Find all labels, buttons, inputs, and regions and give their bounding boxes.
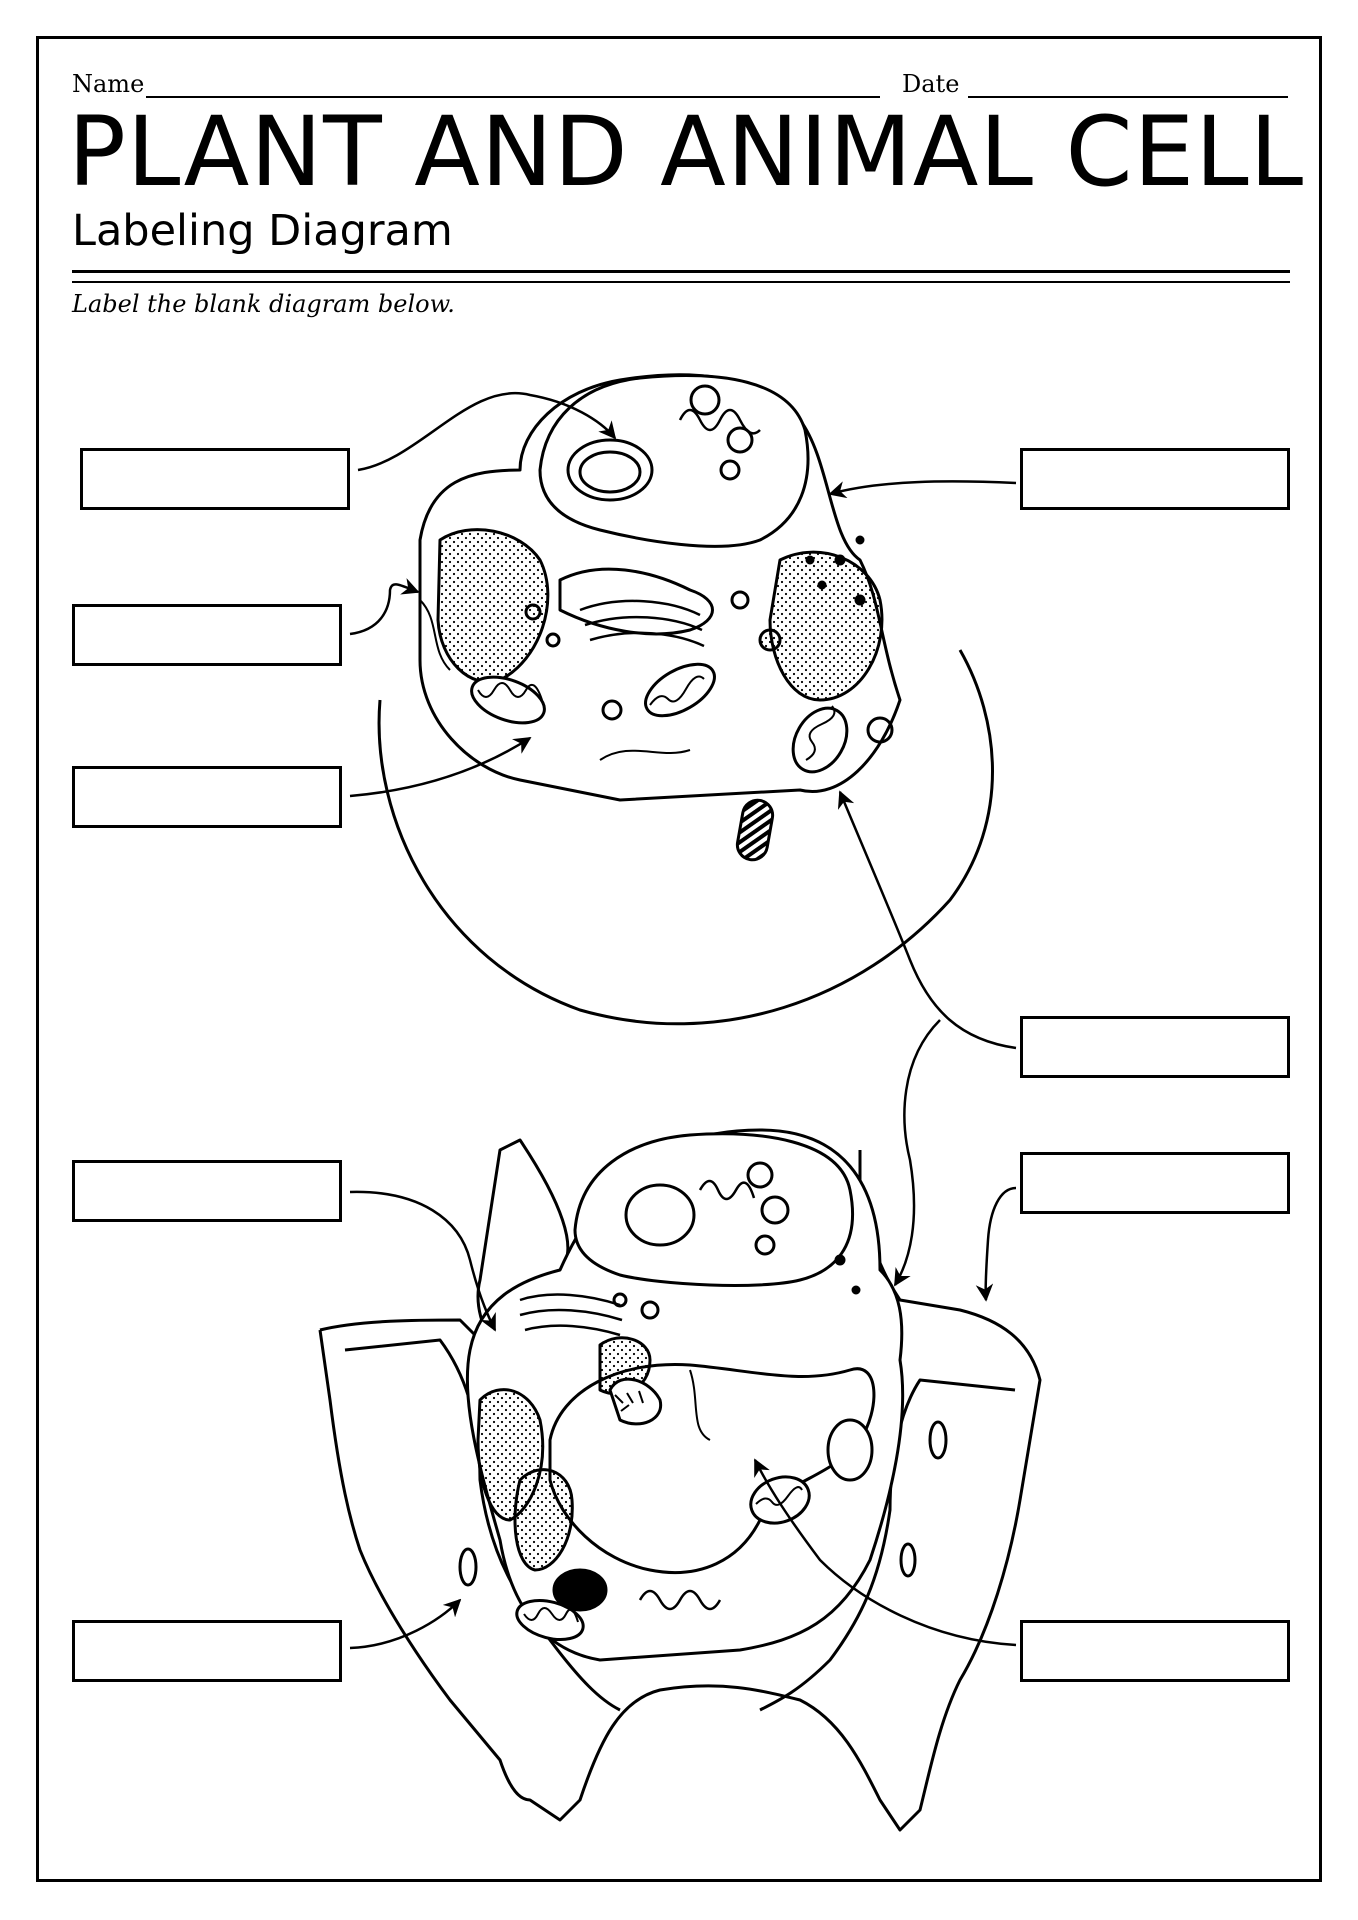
name-label: Name [72, 70, 145, 98]
animal-cell-icon [379, 375, 992, 1024]
page-subtitle: Labeling Diagram [72, 206, 453, 256]
label-box[interactable] [1020, 1152, 1290, 1214]
label-box[interactable] [1020, 1620, 1290, 1682]
label-box[interactable] [72, 766, 342, 828]
plant-cell-icon [320, 1130, 1040, 1830]
date-label: Date [902, 70, 960, 98]
label-box[interactable] [72, 1160, 342, 1222]
page-title: PLANT AND ANIMAL CELL [68, 96, 1305, 208]
label-box[interactable] [80, 448, 350, 510]
label-box[interactable] [72, 604, 342, 666]
label-box[interactable] [1020, 1016, 1290, 1078]
label-box[interactable] [1020, 448, 1290, 510]
instruction-text: Label the blank diagram below. [72, 290, 455, 318]
label-box[interactable] [72, 1620, 342, 1682]
